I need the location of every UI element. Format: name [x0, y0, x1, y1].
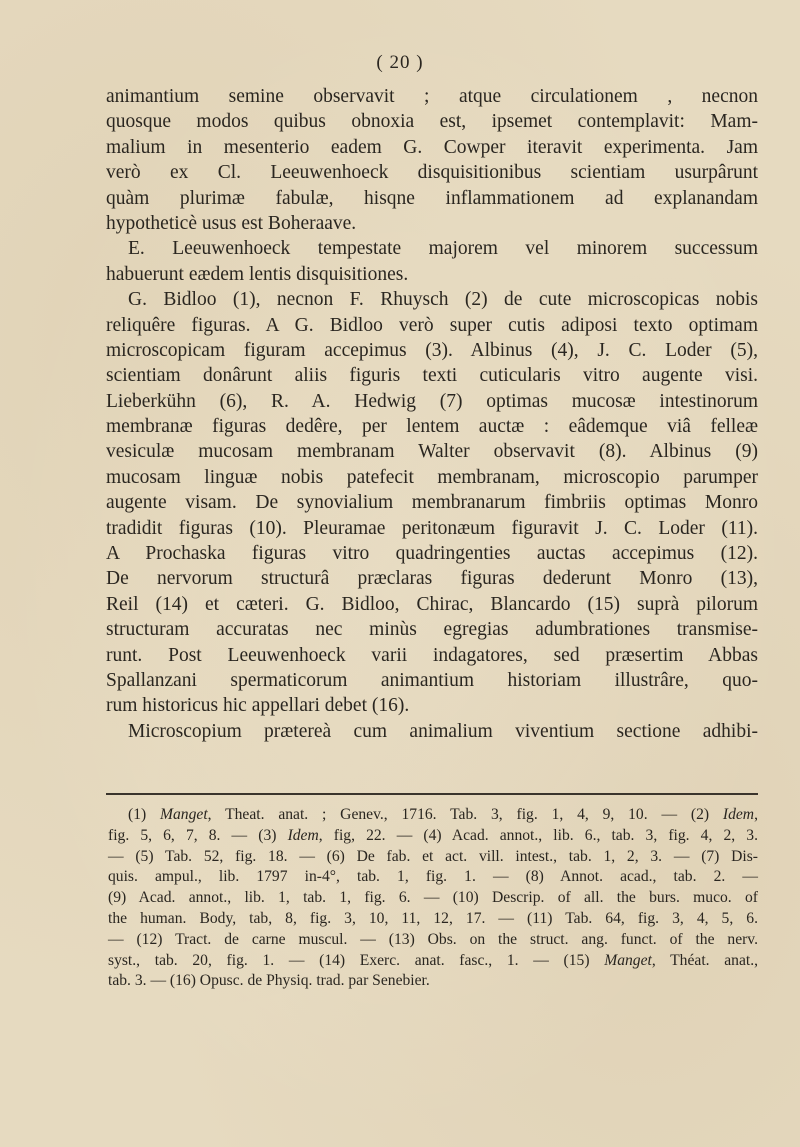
body-line: scientiam donârunt aliis figuris texti cuticularis vitro augente visi.	[106, 365, 758, 387]
body-line: Spallanzani spermaticorum animantium historiam illustrâre, quo-	[106, 669, 758, 691]
body-line: Lieberkühn (6), R. A. Hedwig (7) optimas mucosæ intestinorum	[106, 390, 758, 412]
body-line: quosque modos quibus obnoxia est, ipsemet contemplavit: Mam-	[106, 111, 758, 133]
body-line: A Prochaska figuras vitro quadringenties auctas accepimus (12).	[106, 543, 758, 565]
footnote-line: syst., tab. 20, fig. 1. — (14) Exerc. anat. fasc., 1. — (15) Manget, Théat. anat.,	[108, 951, 759, 969]
footnote-line: — (5) Tab. 52, fig. 18. — (6) De fab. et act. vill. intest., tab. 1, 2, 3. — (7) Dis-	[108, 847, 758, 865]
footnote-line: — (12) Tract. de carne muscul. — (13) Obs. on the struct. ang. funct. of the nerv.	[108, 930, 758, 948]
body-line: microscopicam figuram accepimus (3). Albinus (4), J. C. Loder (5),	[106, 339, 758, 361]
page-number: ( 20 )	[376, 52, 424, 73]
body-line: G. Bidloo (1), necnon F. Rhuysch (2) de cute microscopicas nobis	[128, 289, 758, 311]
body-line: structuram accuratas nec minùs egregias adumbrationes transmise-	[106, 619, 758, 641]
body-line: quàm plurimæ fabulæ, hisqne inflammationem ad explanandam	[106, 187, 758, 209]
body-line: Reil (14) et cæteri. G. Bidloo, Chirac, Blancardo (15) suprà pilorum	[106, 593, 758, 615]
body-line: habuerunt eædem lentis disquisitiones.	[106, 263, 409, 285]
footnote-line: tab. 3. — (16) Opusc. de Physiq. trad. par Senebier.	[108, 972, 430, 990]
footnotes	[108, 805, 758, 992]
body-line: membranæ figuras dedêre, per lentem auctæ : eâdemque viâ felleæ	[106, 416, 758, 438]
body-line: mucosam linguæ nobis patefecit membranam, microscopio parumper	[106, 466, 758, 488]
body-line: hypotheticè usus est Boheraave.	[106, 212, 357, 234]
body-line: De nervorum structurâ præclaras figuras dederunt Monro (13),	[106, 568, 758, 590]
footnote-line: (9) Acad. annot., lib. 1, tab. 1, fig. 6. — (10) Descrip. of all. the burs. muco. of	[108, 889, 758, 907]
body-line: tradidit figuras (10). Pleuramae peritonæum figuravit J. C. Loder (11).	[106, 517, 758, 539]
body-line: malium in mesenterio eadem G. Cowper iteravit experimenta. Jam	[106, 136, 758, 158]
footnote-line: quis. ampul., lib. 1797 in-4°, tab. 1, fig. 1. — (8) Annot. acad., tab. 2. —	[108, 868, 758, 886]
footnote-line: the human. Body, tab, 8, fig. 3, 10, 11, 12, 17. — (11) Tab. 64, fig. 3, 4, 5, 6.	[108, 909, 758, 927]
body-line: Microscopium prætereà cum animalium viventium sectione adhibi-	[128, 720, 758, 742]
footnote-line: (1) Manget, Theat. anat. ; Genev., 1716. Tab. 3, fig. 1, 4, 9, 10. — (2) Idem,	[128, 806, 758, 823]
body-line: animantium semine observavit ; atque circulationem , necnon	[106, 86, 758, 107]
footnote-divider	[106, 793, 758, 795]
body-line: verò ex Cl. Leeuwenhoeck disquisitionibus scientiam usurpârunt	[106, 162, 758, 184]
body-line: reliquêre figuras. A G. Bidloo verò super cutis adiposi texto optimam	[106, 314, 758, 336]
body-line: runt. Post Leeuwenhoeck varii indagatores, sed præsertim Abbas	[106, 644, 758, 666]
body-text	[106, 84, 758, 744]
body-line: rum historicus hic appellari debet (16).	[106, 695, 410, 717]
body-line: vesiculæ mucosam membranam Walter observavit (8). Albinus (9)	[106, 441, 758, 463]
footnote-line: fig. 5, 6, 7, 8. — (3) Idem, fig, 22. — (4) Acad. annot., lib. 6., tab. 3, fig. 4, 2, 3.	[108, 826, 758, 844]
body-line: augente visam. De synovialium membranarum fimbriis optimas Monro	[106, 492, 758, 514]
body-line: E. Leeuwenhoeck tempestate majorem vel minorem successum	[128, 238, 758, 260]
